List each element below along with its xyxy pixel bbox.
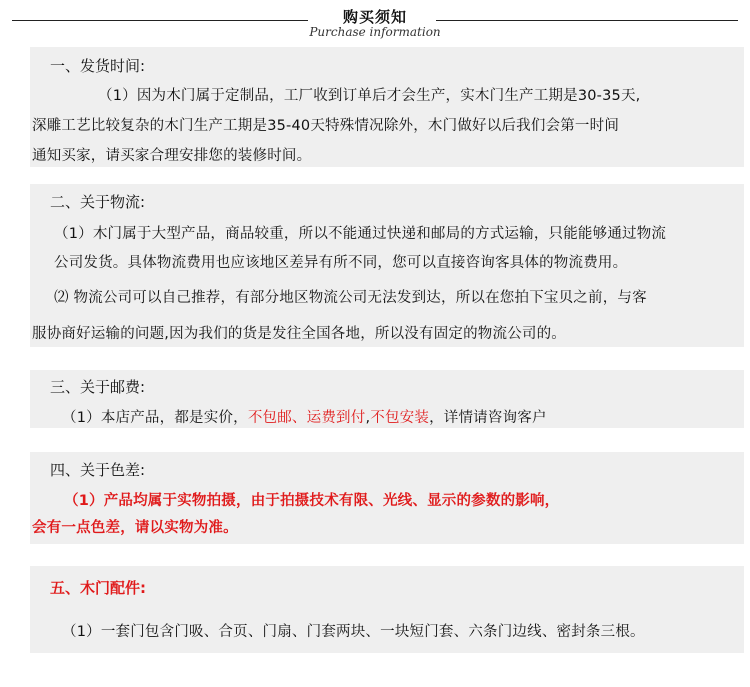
paragraph-line: （1）一套门包含门吸、合页、门扇、门套两块、一块短门套、六条门边线、密封条三根。 <box>62 624 645 640</box>
section-title: 三、关于邮费: <box>50 378 146 396</box>
page-title: 购买须知 <box>342 8 407 26</box>
paragraph-line: 通知买家，请买家合理安排您的装修时间。 <box>32 148 312 164</box>
paragraph-line: （1）木门属于大型产品，商品较重，所以不能通过快递和邮局的方式运输，只能能够通过物流 <box>54 226 667 242</box>
page-header <box>0 0 750 48</box>
paragraph-line: ⑵ 物流公司可以自己推荐，有部分地区物流公司无法发到达，所以在您拍下宝贝之前，与客 <box>54 290 647 306</box>
page-subtitle: Purchase information <box>309 25 441 39</box>
section-postage <box>30 370 744 428</box>
paragraph-line: 深雕工艺比较复杂的木门生产工期是35-40天特殊情况除外，木门做好以后我们会第一时间 <box>32 118 620 134</box>
paragraph-line: （1）产品均属于实物拍摄，由于拍摄技术有限、光线、显示的参数的影响， <box>64 493 560 509</box>
section-title: 一、发货时间: <box>50 57 146 75</box>
section-shipping-time <box>30 47 744 167</box>
section-color-difference <box>30 452 744 544</box>
section-title: 四、关于色差: <box>50 461 146 479</box>
postage-separator: , <box>365 410 371 426</box>
postage-no-installation: 不包安装 <box>370 410 430 426</box>
section-door-accessories <box>30 566 744 653</box>
postage-contact: ，详情请咨询客户 <box>429 410 547 426</box>
paragraph-line: （1）因为木门属于定制品，工厂收到订单后才会生产，实木门生产工期是30-35天, <box>98 88 641 104</box>
postage-text: （1）本店产品，都是实价， <box>62 410 248 426</box>
paragraph-line <box>62 406 547 427</box>
section-title: 二、关于物流: <box>50 193 146 211</box>
paragraph-line: 服协商好运输的问题,因为我们的货是发往全国各地，所以没有固定的物流公司的。 <box>32 326 567 342</box>
postage-no-free-shipping: 不包邮、运费到付 <box>247 410 366 426</box>
section-logistics <box>30 184 744 347</box>
paragraph-line: 会有一点色差，请以实物为准。 <box>32 520 238 536</box>
section-title: 五、木门配件: <box>50 579 146 597</box>
paragraph-line: 公司发货。具体物流费用也应该地区差异有所不同，您可以直接咨询客具体的物流费用。 <box>54 255 628 271</box>
